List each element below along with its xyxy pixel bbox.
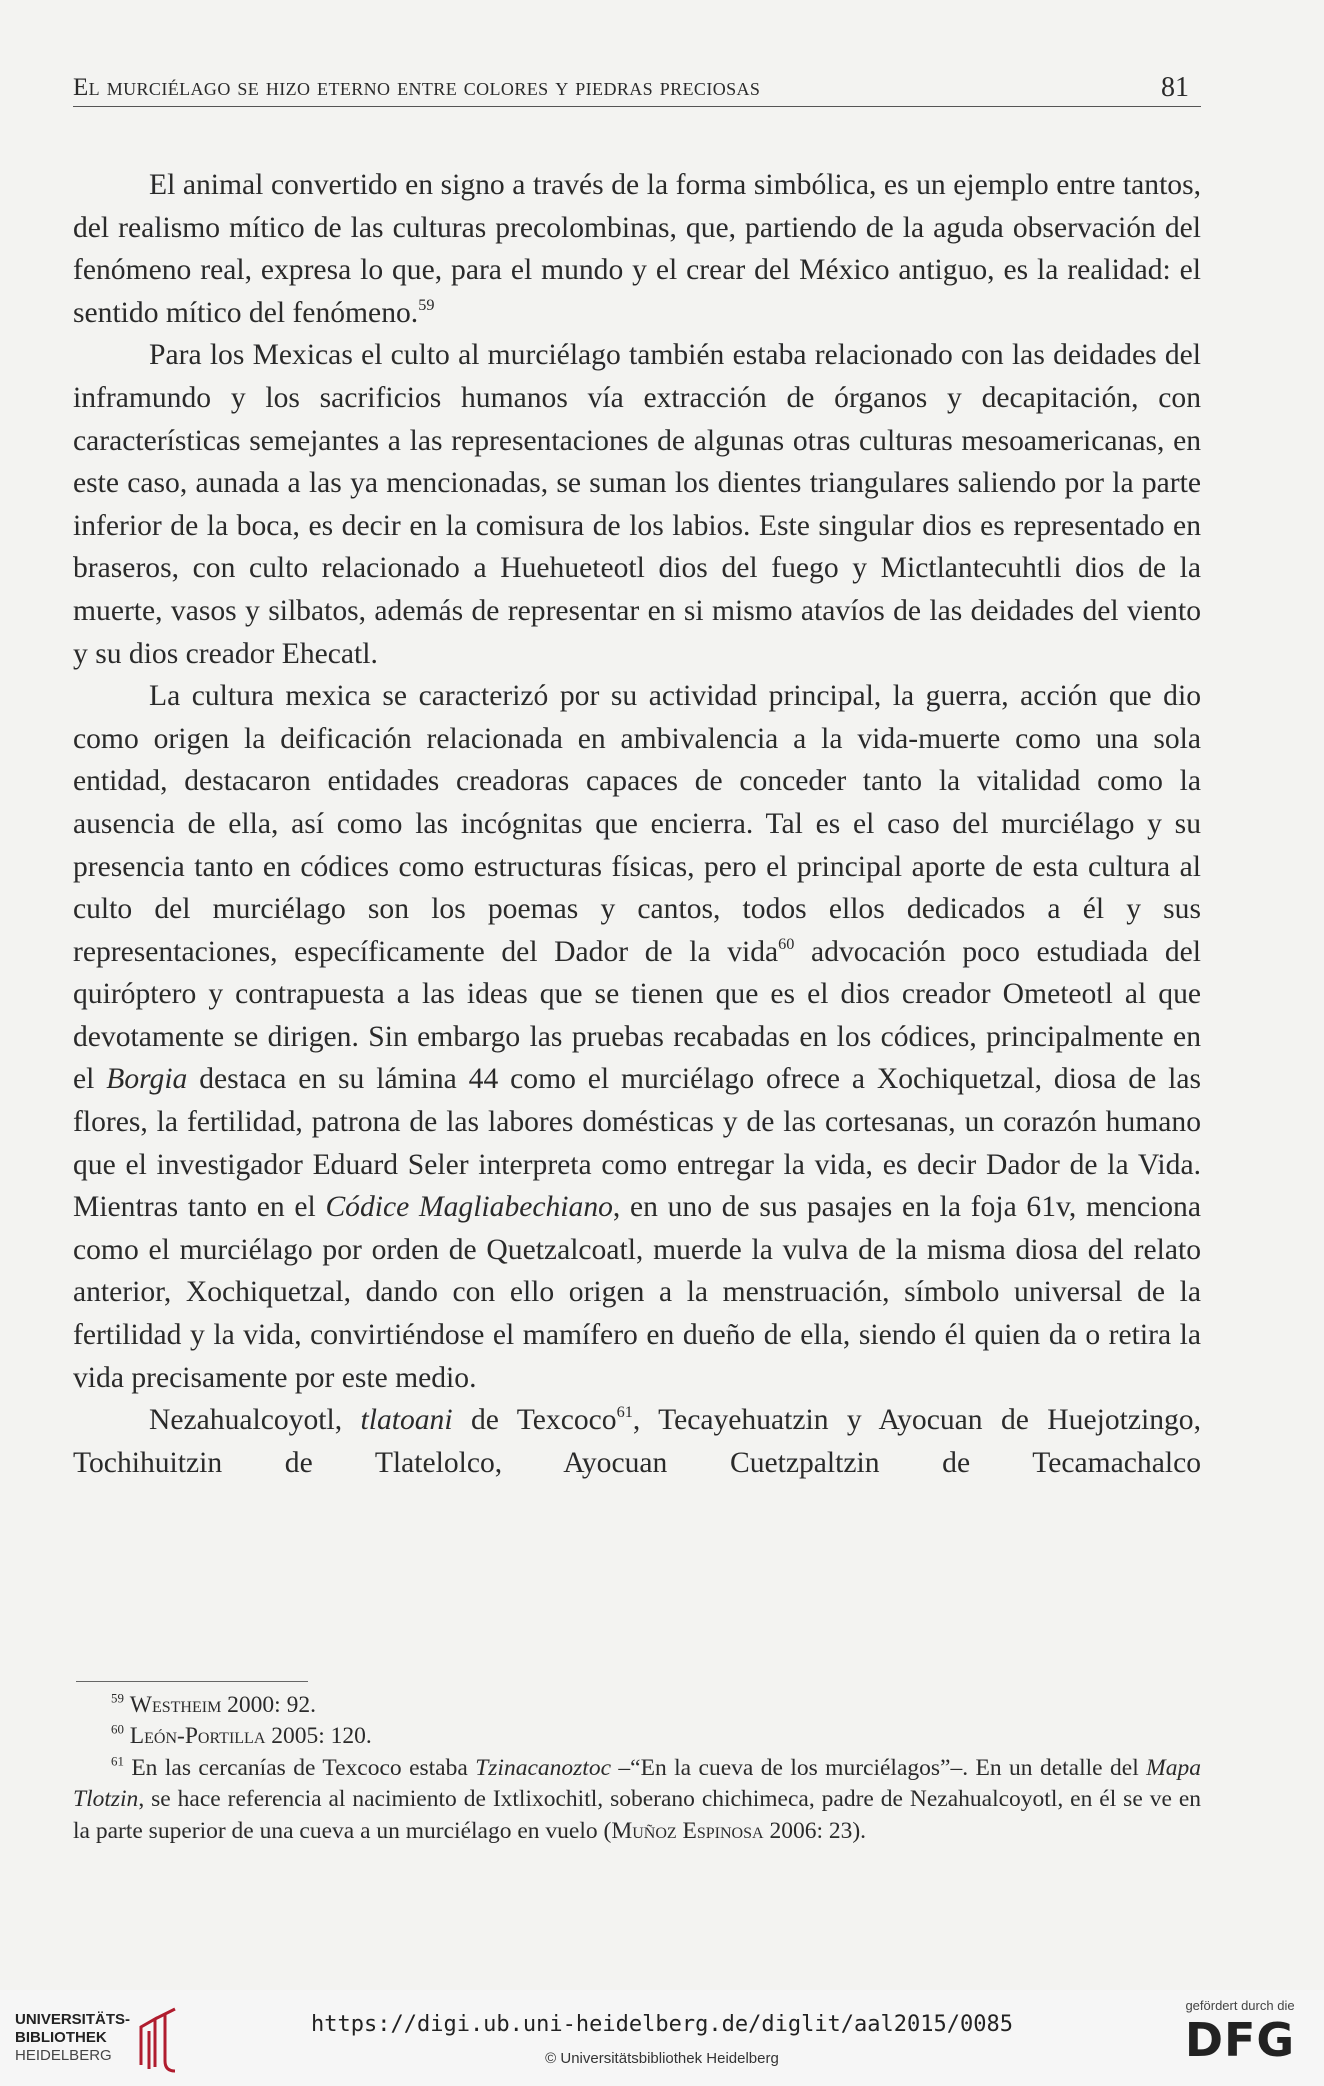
paragraph-2-text: Para los Mexicas el culto al murciélago también estaba relacionado con las deidades del inframundo y los sacrificios humanos vía extracción de órganos y decapitación, con características semejantes a las representaciones de algunas otras culturas mesoamericanas, en este caso, aunada a las ya mencionadas, se suman los dientes triangulares saliendo por la parte inferior de la boca, es decir en la comisura de los labios. Este singular dios es representado en braseros, con culto relacionado a Huehueteotl dios del fuego y Mictlantecuhtli dios de la muerte, vasos y silbatos, además de representar en si mismo atavíos de las deidades del viento y su dios creador Ehecatl. — [73, 339, 1201, 670]
footnote-61-number: 61 — [111, 1753, 124, 1769]
permalink[interactable] — [0, 2012, 1324, 2037]
footnotes — [73, 1690, 1201, 1847]
permalink-link[interactable]: https://digi.ub.uni-heidelberg.de/diglit/aal2015/0085 — [311, 2012, 1013, 2037]
body-text — [73, 164, 1201, 1484]
footnote-61-text-g: 2006: 23). — [763, 1817, 867, 1844]
footnote-59-text: 2000: 92. — [221, 1692, 316, 1718]
paragraph-4 — [73, 1399, 1201, 1484]
italic-mapa-tlotzin: Mapa Tlotzin — [73, 1754, 1201, 1813]
paragraph-3 — [73, 675, 1201, 1399]
paragraph-3-text-b: advocación poco estudiada del quiróptero y contrapuesta a las ideas que se tienen que es el dios creador Ometeotl al que devotamente se dirigen. Sin embargo las pruebas recabadas en los códices, principalmente en el — [73, 935, 1201, 1096]
paragraph-2 — [73, 334, 1201, 675]
running-title: El murciélago se hizo eterno entre colores y piedras preciosas — [73, 74, 761, 101]
paragraph-3-text-d: destaca en su lámina 44 como el murciélago ofrece a Xochiquetzal, diosa de las flores, la fertilidad, patrona de las labores domésticas y de las cortesanas, un corazón humano que el investigador Eduard Seler interpreta como entregar la vida, es decir Dador de la Vida. Mientras tanto en el — [73, 1063, 1201, 1224]
library-name-line2: BIBLIOTHEK — [15, 2029, 107, 2046]
paragraph-3-text-a: La cultura mexica se caracterizó por su actividad principal, la guerra, acción que dio como origen la deificación relacionada en ambivalencia a la vida-muerte como una sola entidad, destacaron entidades creadoras capaces de conceder tanto la vitalidad como la ausencia de ella, así como las incógnitas que encierra. Tal es el caso del murciélago y su presencia tanto en códices como estructuras físicas, pero el principal aporte de esta cultura al culto del murciélago son los poemas y cantos, todos ellos dedicados a él y sus representaciones, específicamente del Dador de la vida — [73, 680, 1201, 968]
italic-codice-magliabechiano: Códice Magliabechiano — [325, 1191, 613, 1224]
copyright-notice: © Universitätsbibliothek Heidelberg — [545, 2050, 779, 2067]
footnote-59 — [73, 1690, 1201, 1721]
running-header — [73, 72, 1201, 107]
library-name-line1: UNIVERSITÄTS- — [15, 2011, 131, 2028]
footnote-ref-61[interactable]: 61 — [616, 1402, 633, 1422]
paragraph-1 — [73, 164, 1201, 334]
footnote-61-text-e: , se hace referencia al nacimiento de Ixtlixochitl, soberano chichimeca, padre de Nezahualcoyotl, en él se ve en la parte superior de una cueva a un murciélago en vuelo ( — [73, 1786, 1201, 1844]
italic-tlatoani: tlatoani — [360, 1404, 453, 1437]
footnote-ref-59[interactable]: 59 — [418, 294, 435, 314]
library-name-line3: HEIDELBERG — [15, 2047, 112, 2064]
funder-caption: gefördert durch die — [1185, 1998, 1295, 2013]
paragraph-4-text-a: Nezahualcoyotl, — [149, 1404, 361, 1437]
paragraph-4-text-c: de Texcoco — [452, 1404, 617, 1437]
footnote-60-number: 60 — [111, 1721, 124, 1737]
footnote-61-text-a: En las cercanías de Texcoco estaba — [123, 1754, 476, 1781]
paragraph-1-text: El animal convertido en signo a través de la forma simbólica, es un ejemplo entre tantos, del realismo mítico de las culturas precolombinas, que, partiendo de la aguda observación del fenómeno real, expresa lo que, para el mundo y el crear del México antiguo, es la realidad: el sentido mítico del fenómeno. — [73, 169, 1201, 329]
footnote-61 — [73, 1753, 1201, 1847]
paragraph-4-text-d: , Tecayehuatzin y Ayocuan de Huejotzingo, Tochihuitzin de Tlatelolco, Ayocuan Cuetzpaltzin de Tecamachalco — [73, 1404, 1201, 1479]
funder-logo[interactable] — [1175, 1998, 1305, 2078]
footnote-divider — [76, 1681, 308, 1682]
footnote-61-author: Muñoz Espinosa — [611, 1817, 764, 1844]
dfg-logo: DFG — [1184, 2013, 1296, 2067]
footnote-59-author: Westheim — [129, 1692, 222, 1718]
page-number: 81 — [1161, 72, 1189, 103]
footnote-60-author: León-Portilla — [129, 1723, 266, 1750]
digitization-footer — [0, 1990, 1324, 2086]
footnote-61-text-c: –“En la cueva de los murciélagos”–. En un detalle del — [611, 1754, 1147, 1781]
italic-tzinacanoztoc: Tzinacanoztoc — [475, 1754, 611, 1781]
paragraph-3-text-f: , en uno de sus pasajes en la foja 61v, menciona como el murciélago por orden de Quetzalcoatl, muerde la vulva de la misma diosa del relato anterior, Xochiquetzal, dando con ello origen a la menstruación, símbolo universal de la fertilidad y la vida, convirtiéndose el mamífero en dueño de ella, siendo él quien da o retira la vida precisamente por este medio. — [73, 1191, 1201, 1394]
footnote-60 — [73, 1721, 1201, 1752]
footnote-ref-60[interactable]: 60 — [778, 933, 795, 953]
italic-borgia: Borgia — [106, 1063, 188, 1096]
footnote-60-text: 2005: 120. — [265, 1723, 372, 1750]
footnote-59-number: 59 — [111, 1690, 124, 1706]
